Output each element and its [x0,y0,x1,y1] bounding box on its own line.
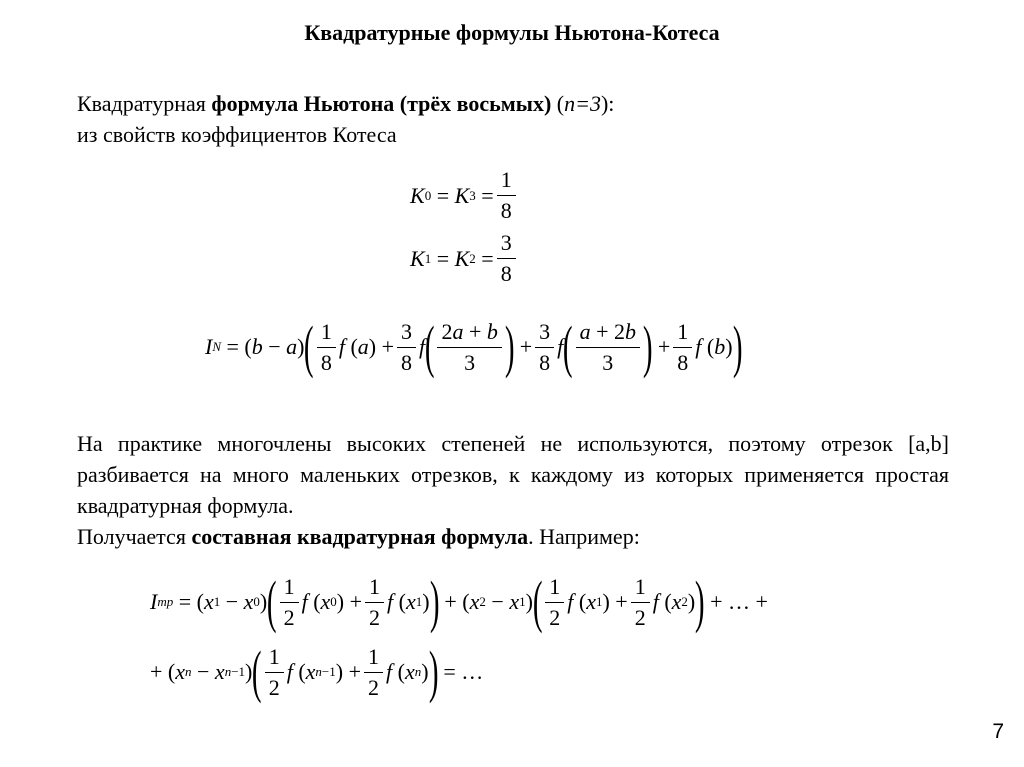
practice-line2-suffix: . Например: [528,524,640,549]
fraction-three-eighths [497,230,516,287]
frac-numerator: 1 [500,167,512,192]
fraction-one-eighth [497,167,516,224]
formula-composite-line2: + ( x n − x n−1 ) ( $\frac{1}{2}$ f ( x n−1 ) + $\frac{1}{2}$ f ( x n ) ) = … [150,639,484,704]
slide-title: Квадратурные формулы Ньютона-Котеса [304,20,720,45]
intro-n-value: n=3 [564,91,601,116]
intro-paragraph [77,88,949,150]
intro-paren-open: ( [551,91,565,116]
practice-paragraph [77,428,949,552]
practice-text: На практике многочлены высоких степеней не используются, поэтому отрезок [a,b] разбивается на много маленьких отрезков, к каждому из которых применяется простая квадратурная формула. [77,431,949,518]
practice-line2-prefix: Получается [77,524,192,549]
frac-denominator: 8 [497,195,516,224]
frac-numerator: 3 [500,230,512,255]
formula-three-eighths: I N = ( b − a ) ( $\frac{1}{8}$ f ( a ) + $\frac{3}{8}$ f ( $\frac{2a + b}{3}$ ) + $\frac{3}{8}$ f ( $\frac{a + 2b}{3}$ ) + $\frac{1}{8}$ f ( b ) ) [205,314,743,379]
coefficient-k1-k2: K 1 = K 2 = $\frac{3}{8}$ [410,230,519,287]
page-number: 7 [992,720,1004,743]
practice-bold-term: составная квадратурная формула [191,524,529,549]
coefficient-k0-k3: K 0 = K 3 = $\frac{1}{8}$ [410,167,519,224]
formula-composite-line1: I тр = ( x 1 − x 0 ) ( $\frac{1}{2}$ f ( x 0 ) + $\frac{1}{2}$ f ( x 1 ) ) + ( x 2 − x 1 ) ( $\frac{1}{2}$ f ( x 1 ) + $\frac{1}{2}$ f ( x 2 ) ) + … + [150,569,768,634]
intro-prefix: Квадратурная [77,91,212,116]
intro-paren-close: ): [600,91,615,116]
intro-line2: из свойств коэффициентов Котеса [77,122,397,147]
intro-bold-term: формула Ньютона (трёх восьмых) [211,91,552,116]
frac-denominator: 8 [497,258,516,287]
